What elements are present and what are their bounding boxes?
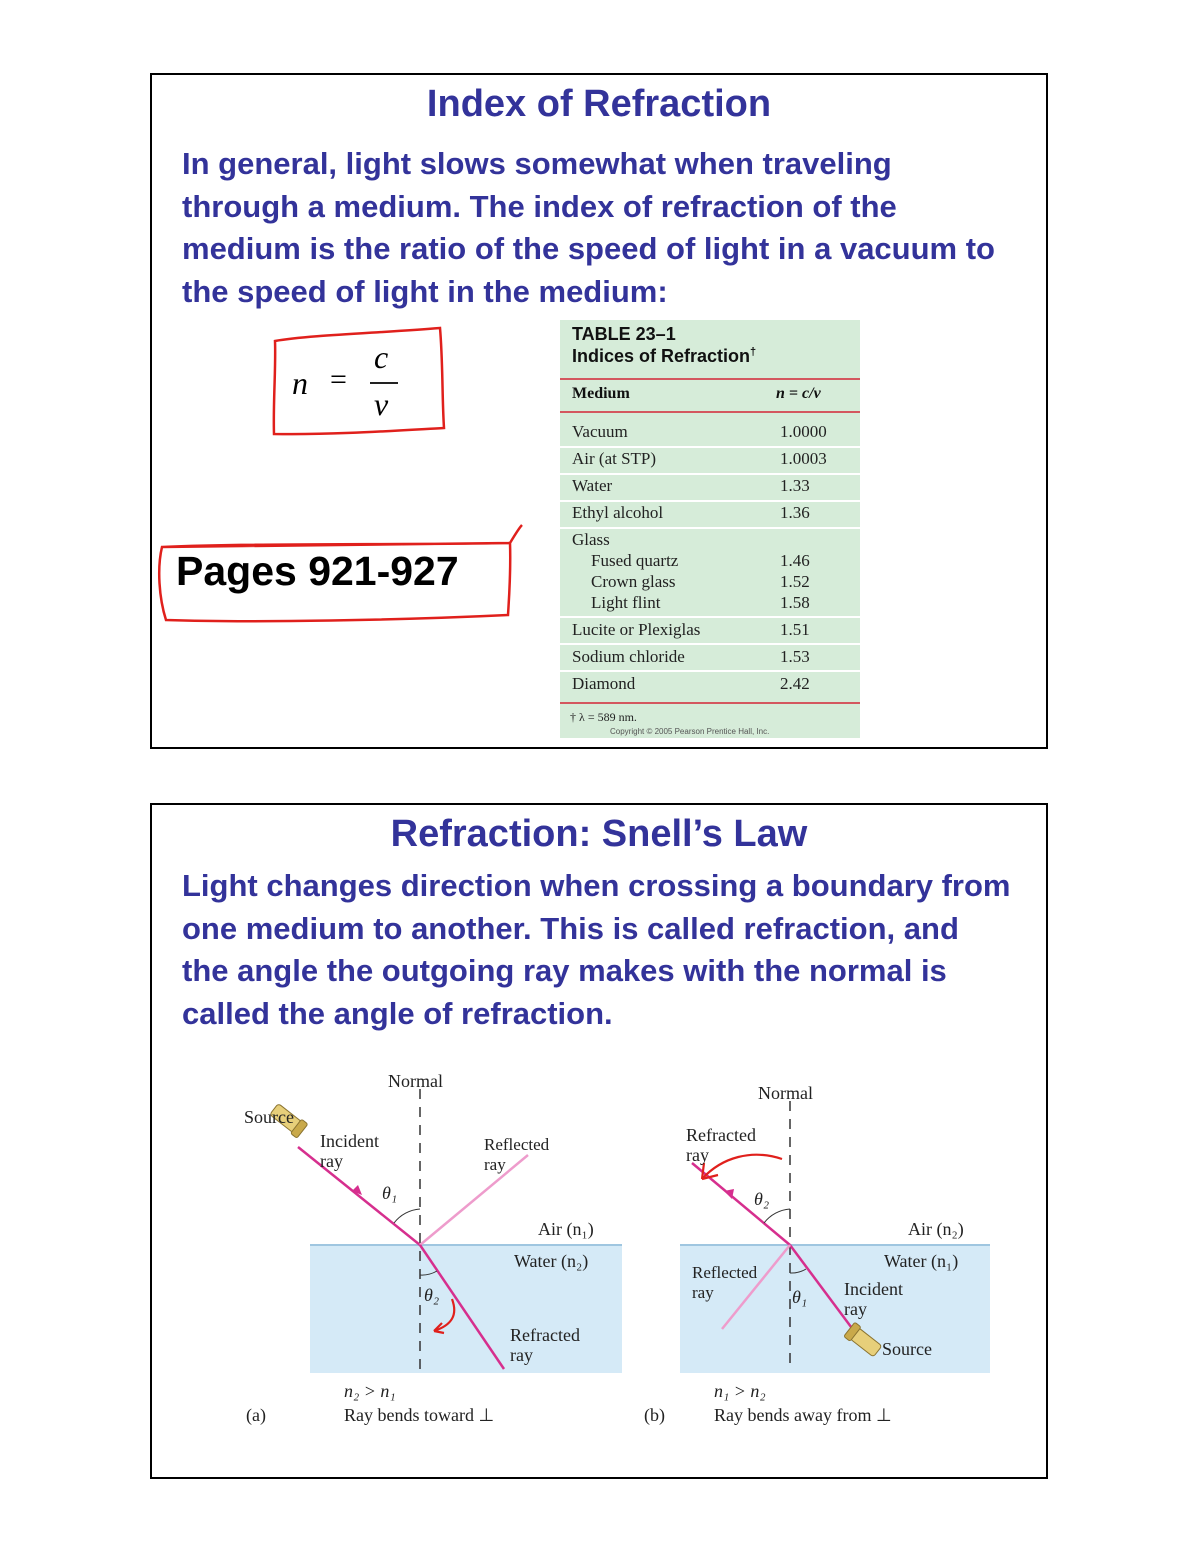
table-cell-medium: Lucite or Plexiglas — [572, 620, 701, 639]
formula-block — [270, 323, 446, 437]
table-cell-value: 1.51 — [780, 620, 810, 639]
table-cell-value: 1.36 — [780, 503, 810, 522]
table-cell-value: 1.46 — [780, 551, 810, 570]
reflected-ray-label: ray — [484, 1155, 506, 1174]
table-cell-value: 1.0000 — [780, 422, 827, 441]
row-separator — [560, 500, 860, 502]
table-rule — [560, 411, 860, 413]
air-label: Air (n₁) — [538, 1219, 594, 1239]
formula-numerator: c — [374, 339, 389, 375]
air-label: Air (n₂) — [908, 1219, 964, 1239]
reflected-label: Reflected — [484, 1135, 550, 1154]
formula-denominator: v — [374, 386, 389, 422]
slide-body-text: In general, light slows somewhat when traveling through a medium. The index of refraction of the medium is the ratio of the speed of light in a vacuum to the speed of light in the medium: — [182, 146, 995, 309]
table-cell-medium: Light flint — [591, 593, 661, 612]
table-cell-value: 1.52 — [780, 572, 810, 591]
condition-label: n₁ > n₂ — [714, 1381, 766, 1401]
table-col-medium: Medium — [572, 385, 630, 402]
table-cell-medium: Fused quartz — [591, 551, 679, 570]
panel-label: (a) — [246, 1405, 266, 1425]
theta2-label: θ₂ — [754, 1189, 770, 1209]
table-rule — [560, 378, 860, 380]
refracted-label: Refracted — [686, 1125, 756, 1145]
refracted-ray-label: ray — [686, 1145, 709, 1165]
normal-label: Normal — [388, 1071, 443, 1091]
water-label: Water (n₂) — [514, 1251, 589, 1271]
theta2-arc — [764, 1209, 790, 1223]
table-cell-value: 1.53 — [780, 647, 810, 666]
table-cell-medium: Crown glass — [591, 572, 676, 591]
incident-label: Incident — [320, 1131, 379, 1151]
table-cell-medium: Vacuum — [572, 422, 628, 441]
slide-index-of-refraction — [150, 73, 1048, 749]
condition-label: n₂ > n₁ — [344, 1381, 396, 1401]
table-cell-value: 1.58 — [780, 593, 810, 612]
row-separator — [560, 643, 860, 645]
reflected-ray-label: ray — [692, 1283, 714, 1302]
normal-label: Normal — [758, 1083, 813, 1103]
water-label: Water (n₁) — [884, 1251, 959, 1271]
reflected-ray — [420, 1155, 528, 1245]
pages-note — [154, 523, 524, 627]
slide-body-text: Light changes direction when crossing a boundary from one medium to another. This is called refraction, and the angle the outgoing ray makes with the normal is called the angle of refraction. — [182, 868, 1011, 1031]
table-cell-value: 2.42 — [780, 674, 810, 693]
theta1-arc — [394, 1209, 420, 1223]
table-cell-medium: Air (at STP) — [572, 449, 657, 468]
row-separator — [560, 616, 860, 618]
table-cell-medium: Sodium chloride — [572, 647, 685, 666]
formula-lhs: n — [292, 365, 308, 401]
panel-label: (b) — [644, 1405, 665, 1425]
row-separator — [560, 670, 860, 672]
table-col-value: n = c/v — [776, 385, 821, 402]
table-cell-medium: Ethyl alcohol — [572, 503, 664, 522]
row-separator — [560, 527, 860, 529]
table-rule — [560, 702, 860, 704]
table-cell-value: 1.33 — [780, 476, 810, 495]
row-separator — [560, 446, 860, 448]
diagram-b-graphic — [632, 1067, 1042, 1427]
formula-equals: = — [330, 363, 347, 396]
table-footnote: † λ = 589 nm. — [570, 710, 637, 724]
incident-label: Incident — [844, 1279, 903, 1299]
row-separator — [560, 473, 860, 475]
slide-title: Index of Refraction — [426, 83, 772, 125]
table-title: TABLE 23–1 — [572, 324, 676, 344]
incident-ray — [298, 1147, 420, 1245]
table-cell-value: 1.0003 — [780, 449, 827, 468]
table-cell-medium: Glass — [572, 530, 610, 549]
source-label: Source — [244, 1107, 294, 1127]
fraction-bar — [370, 382, 398, 384]
table-copyright: Copyright © 2005 Pearson Prentice Hall, Inc. — [610, 727, 770, 736]
table-cell-medium: Diamond — [572, 674, 636, 693]
diagram-a — [212, 1067, 632, 1427]
table-cell-medium: Water — [572, 476, 613, 495]
refracted-ray-label: ray — [510, 1345, 533, 1365]
diagram-b — [632, 1067, 1042, 1427]
slide-title: Refraction: Snell’s Law — [390, 813, 808, 855]
caption-label: Ray bends away from ⊥ — [714, 1405, 892, 1425]
theta1-label: θ₁ — [792, 1287, 808, 1307]
caption-label: Ray bends toward ⊥ — [344, 1405, 495, 1425]
reflected-label: Reflected — [692, 1263, 758, 1282]
theta1-label: θ₁ — [382, 1183, 398, 1203]
table-subtitle: Indices of Refraction† — [572, 346, 757, 366]
pages-note-text: Pages 921-927 — [176, 548, 459, 594]
source-label: Source — [882, 1339, 932, 1359]
refraction-index-table — [560, 320, 860, 738]
incident-ray-label: ray — [844, 1299, 867, 1319]
theta2-label: θ₂ — [424, 1285, 440, 1305]
slide-snells-law — [150, 803, 1048, 1479]
refracted-label: Refracted — [510, 1325, 580, 1345]
incident-ray-label: ray — [320, 1151, 343, 1171]
